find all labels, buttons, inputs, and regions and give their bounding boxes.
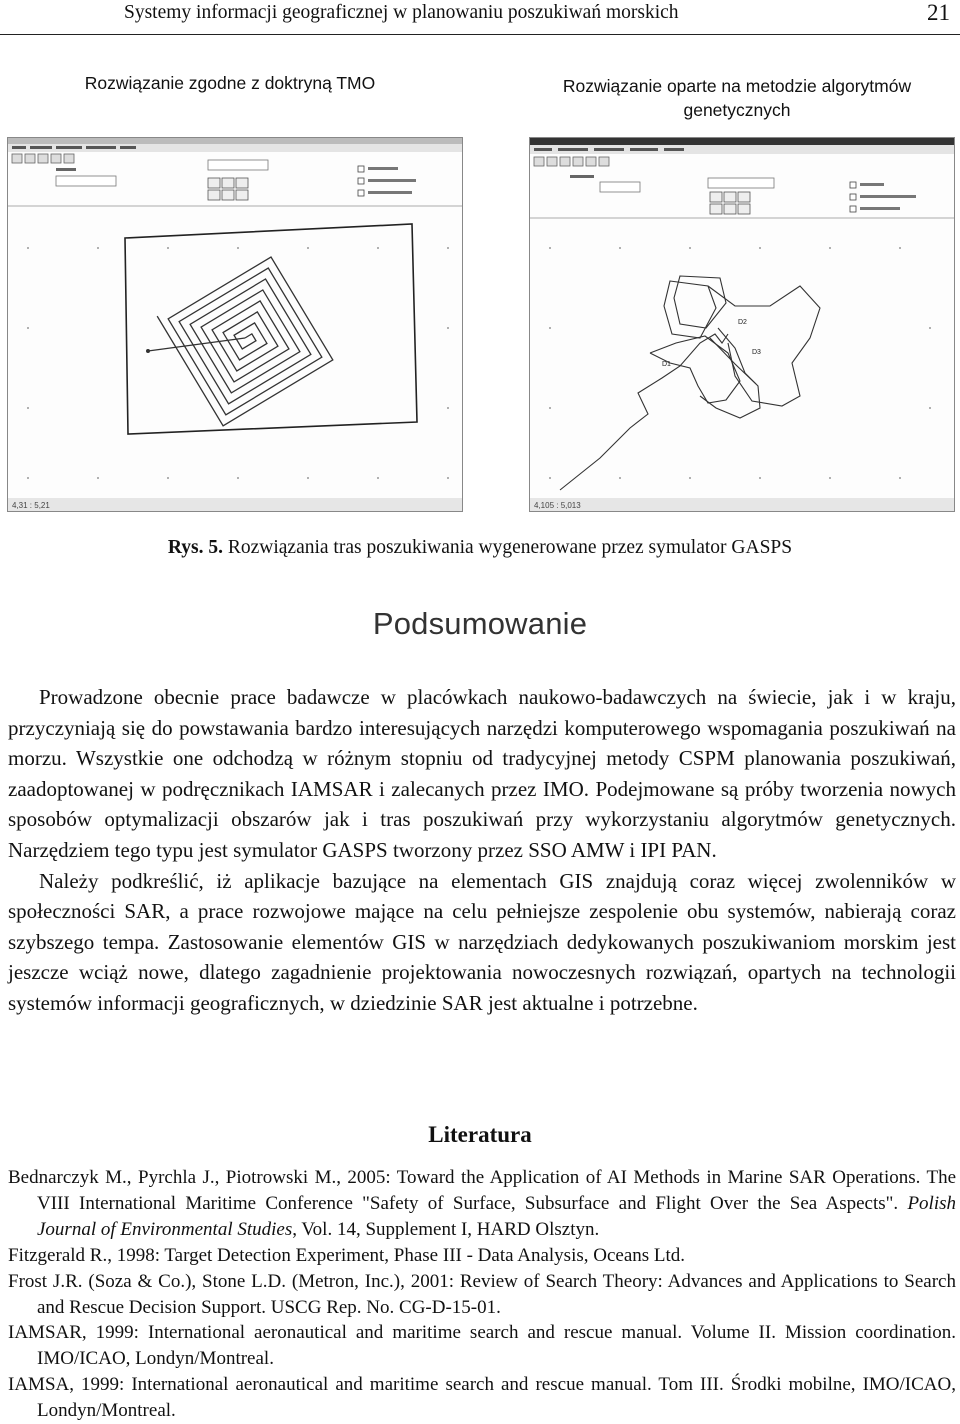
tmo-solution-screenshot <box>7 137 463 512</box>
reference-list <box>8 1165 956 1424</box>
section-heading: Podsumowanie <box>372 606 588 641</box>
reference-item: Bednarczyk M., Pyrchla J., Piotrowski M., 2005: Toward the Application of AI Methods in Marine SAR Operations. The VIII International Maritime Conference "Safety of Surface, Subsurface and Flight Over the Sea Aspects". Polish Journal of Environmental Studies, Vol. 14, Supplement I, HARD Olsztyn. <box>8 1167 956 1240</box>
left-screenshot-caption: Rozwiązanie zgodne z doktryną TMO <box>84 73 376 93</box>
summary-body <box>8 682 956 1019</box>
right-screenshot-caption: Rozwiązanie oparte na metodzie algorytmów genetycznych <box>562 76 912 120</box>
running-title: Systemy informacji geograficznej w planowaniu poszukiwań morskich <box>124 2 679 23</box>
reference-item: Fitzgerald R., 1998: Target Detection Experiment, Phase III - Data Analysis, Oceans Ltd. <box>8 1244 686 1266</box>
figure-label: Rys. 5. <box>167 537 223 558</box>
genetic-solution-screenshot <box>529 137 955 512</box>
references-heading: Literatura <box>428 1122 532 1147</box>
genetic-statusbar: 4,105 : 5,013 <box>534 501 581 510</box>
genetic-map-canvas <box>530 138 954 511</box>
figure-caption <box>0 537 960 559</box>
paragraph: Należy podkreślić, iż aplikacje bazujące na elementach GIS znajdują coraz więcej zwolenników w społeczności SAR, a prace rozwojowe mające na celu pełniejsze zespolenie obu systemów, nabierają coraz szybszego tempa. Zastosowanie elementów GIS w narzędziach dedykowanych poszukiwaniom morskim jest jeszcze wciąż nowe, dlatego zagadnienie projektowania nowoczesnych rozwiązań, opartych na technologii systemów informacji geograficznych, w dziedzinie SAR jest aktualne i potrzebne. <box>8 868 956 1015</box>
path-label-d2: D2 <box>738 319 747 326</box>
reference-item: IAMSAR, 1999: International aeronautical and maritime search and rescue manual. Volume II. Mission coordination. IMO/ICAO, Londyn/Montreal. <box>8 1322 956 1370</box>
figure-caption-text: Rozwiązania tras poszukiwania wygenerowane przez symulator GASPS <box>227 537 793 558</box>
page-number: 21 <box>927 0 950 25</box>
reference-item: Frost J.R. (Soza & Co.), Stone L.D. (Metron, Inc.), 2001: Review of Search Theory: Advances and Applications to Search and Rescue Decision Support. USCG Rep. No. CG-D-15-01. <box>8 1270 956 1318</box>
path-label-d3: D3 <box>752 349 761 356</box>
reference-item: IAMSA, 1999: International aeronautical and maritime search and rescue manual. Tom III. Środki mobilne, IMO/ICAO, Londyn/Montreal. <box>8 1374 956 1422</box>
paragraph: Prowadzone obecnie prace badawcze w placówkach naukowo-badawczych na świecie, jak i w kraju, przyczyniają się do powstawania bardzo interesujących narzędzi komputerowego wspomagania poszukiwań na morzu. Wszystkie one odchodzą w różnym stopniu od tradycyjnej metody CSPM planowania poszukiwań, zaadoptowanej w podręcznikach IAMSAR i zalecanych przez IMO. Podejmowane są próby tworzenia nowych sposobów optymalizacji obszarów jak i tras poszukiwań przy wykorzystaniu algorytmów genetycznych. Narzędziem tego typu jest symulator GASPS tworzony przez SSO AMW i IPI PAN. <box>8 685 956 862</box>
running-header <box>0 0 960 35</box>
tmo-statusbar: 4,31 : 5,21 <box>12 501 50 510</box>
path-label-d1: D1 <box>662 361 671 368</box>
tmo-map-canvas <box>8 138 462 511</box>
